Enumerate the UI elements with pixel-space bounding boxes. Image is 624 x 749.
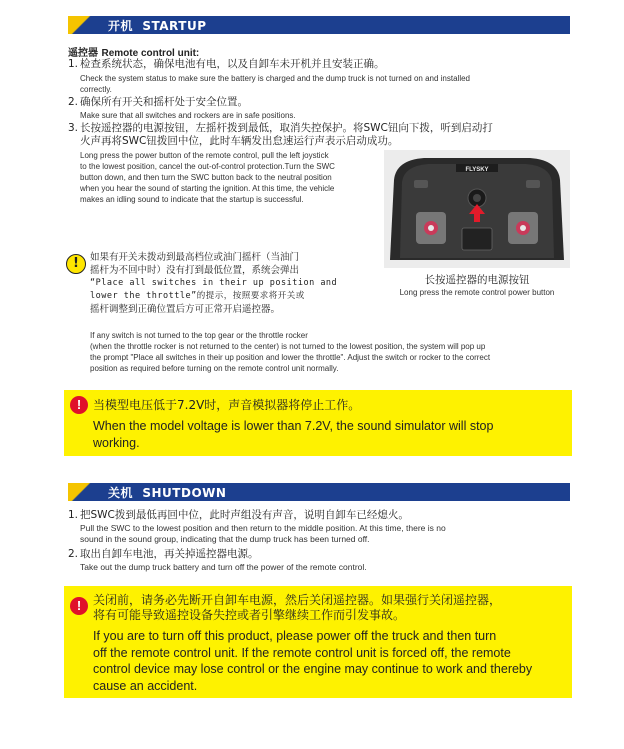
step-text-en-line: to the lowest position, cancel the out-of-control protection.Turn the SWC (80, 162, 335, 171)
caution-line: 摇杆为不回中时）没有打到最低位置，系统会弹出 (90, 265, 300, 276)
step-text-en-line: Long press the power button of the remote control, pull the left joystick (80, 151, 329, 160)
photo-caption-en: Long press the remote control power button (399, 288, 555, 297)
shutdown-header-title (108, 484, 226, 501)
startup-warning-en (93, 418, 493, 451)
startup-header-en: STARTUP (142, 19, 207, 33)
remote-control-photo (384, 150, 570, 268)
startup-step-3-zh (68, 122, 493, 148)
photo-caption-zh: 长按遥控器的电源按钮 (424, 274, 530, 286)
header-accent-triangle (68, 16, 94, 34)
shutdown-warning-box (64, 586, 572, 698)
step-text-zh: 火声再将SWC钮拨回中位，此时车辆发出怠速运行声表示启动成功。 (80, 135, 399, 147)
unit-heading-zh: 遥控器 (68, 48, 98, 59)
step-text-zh: 确保所有开关和摇杆处于安全位置。 (80, 96, 248, 108)
caution-line: lower the throttle”的提示，按照要求将开关或 (90, 291, 305, 301)
step-text-en-line: correctly. (80, 85, 112, 94)
header-accent-triangle (68, 483, 94, 501)
unit-heading-en: Remote control unit: (101, 48, 200, 59)
shutdown-header-en: SHUTDOWN (142, 486, 227, 500)
shutdown-step-2-zh (68, 548, 259, 561)
step-number: 2. (68, 96, 79, 108)
caution-icon: ! (66, 254, 86, 274)
shutdown-step-1-en (80, 523, 446, 545)
step-text-en-line: Make sure that all switches and rockers are in safe positions. (80, 111, 296, 120)
warning-en-line: working. (93, 435, 140, 450)
step-number: 3. (68, 122, 79, 134)
startup-step-1-zh (68, 58, 385, 71)
caution-en-line: the prompt "Place all switches in their up position and lower the throttle". Adjust the switch or rocker to the correct (90, 353, 491, 362)
step-text-en-line: Pull the SWC to the lowest position and then return to the middle position. At this time, there is no (80, 523, 446, 533)
startup-warning-zh: 当模型电压低于7.2V时，声音模拟器将停止工作。 (93, 398, 361, 412)
caution-en-line: (when the throttle rocker is not returned to the center) is not turned to the lowest position, the system will pop up (90, 342, 486, 351)
photo-brand-label: FLYSKY (465, 167, 489, 173)
warning-en-line: If you are to turn off this product, please power off the truck and then turn (93, 629, 497, 643)
unit-heading (68, 44, 199, 59)
caution-text-en (90, 330, 490, 374)
step-number: 2. (68, 548, 79, 560)
caution-en-line: position as required before turning on the remote control unit normally. (90, 364, 339, 373)
step-text-en-line: when you hear the sound of starting the ignition. At this time, the vehicle (80, 184, 335, 193)
step-text-zh: 取出自卸车电池，再关掉遥控器电源。 (80, 548, 259, 560)
step-text-zh: 长按遥控器的电源按钮，左摇杆拨到最低，取消失控保护。将SWC钮向下拨，听到启动打 (80, 122, 493, 134)
startup-step-2-zh (68, 96, 248, 109)
warning-en-line: When the model voltage is lower than 7.2V, the sound simulator will stop (93, 419, 494, 433)
step-text-zh: 检查系统状态，确保电池有电，以及自卸车未开机并且安装正确。 (80, 58, 385, 70)
step-number: 1. (68, 58, 79, 70)
startup-header-title (108, 17, 206, 34)
startup-warning-box (64, 390, 572, 456)
warning-zh-line: 关闭前，请务必先断开自卸车电源，然后关闭遥控器。如果强行关闭遥控器， (93, 593, 502, 607)
shutdown-warning-zh (93, 593, 501, 623)
caution-line: 如果有开关未拨动到最高档位或油门摇杆（当油门 (90, 252, 300, 263)
step-text-zh: 把SWC拨到最低再回中位，此时声组没有声音，说明自卸车已经熄火。 (80, 509, 409, 521)
warning-zh-line: 将有可能导致遥控设备失控或者引擎继续工作而引发事故。 (93, 608, 406, 622)
caution-line: “Place all switches in their up position and (90, 278, 338, 288)
step-text-en-line: makes an idling sound to indicate that the startup is successful. (80, 195, 304, 204)
warning-icon: ! (70, 597, 88, 615)
step-text-en-line: sound in the sound group, indicating that the dump truck has been turned off. (80, 534, 370, 544)
shutdown-step-1-zh (68, 509, 409, 522)
caution-en-line: If any switch is not turned to the top gear or the throttle rocker (90, 331, 308, 340)
shutdown-header-zh: 关机 (108, 486, 134, 500)
warning-en-line: control device may lose control or the engine may continue to work and thereby (93, 662, 533, 676)
warning-en-line: off the remote control unit. If the remote control unit is forced off, the remote (93, 645, 511, 660)
startup-section-header (68, 16, 570, 34)
startup-header-zh: 开机 (108, 19, 134, 33)
step-number: 1. (68, 509, 79, 521)
step-text-en-line: button down, and then turn the SWC button back to the neutral position (80, 173, 332, 182)
shutdown-section-header (68, 483, 570, 501)
startup-step-1-en (80, 73, 470, 95)
shutdown-step-2-en (80, 562, 367, 573)
caution-line: 摇杆调整到正确位置后方可正常开启遥控器。 (90, 304, 281, 315)
startup-step-3-en (80, 150, 335, 205)
step-text-en-line: Take out the dump truck battery and turn off the power of the remote control. (80, 562, 367, 572)
warning-icon: ! (70, 396, 88, 414)
caution-text-zh (90, 251, 337, 316)
shutdown-warning-en (93, 628, 532, 694)
startup-step-2-en (80, 110, 296, 121)
warning-en-line: cause an accident. (93, 678, 198, 693)
step-text-en-line: Check the system status to make sure the battery is charged and the dump truck is not turned on and installed (80, 74, 470, 83)
